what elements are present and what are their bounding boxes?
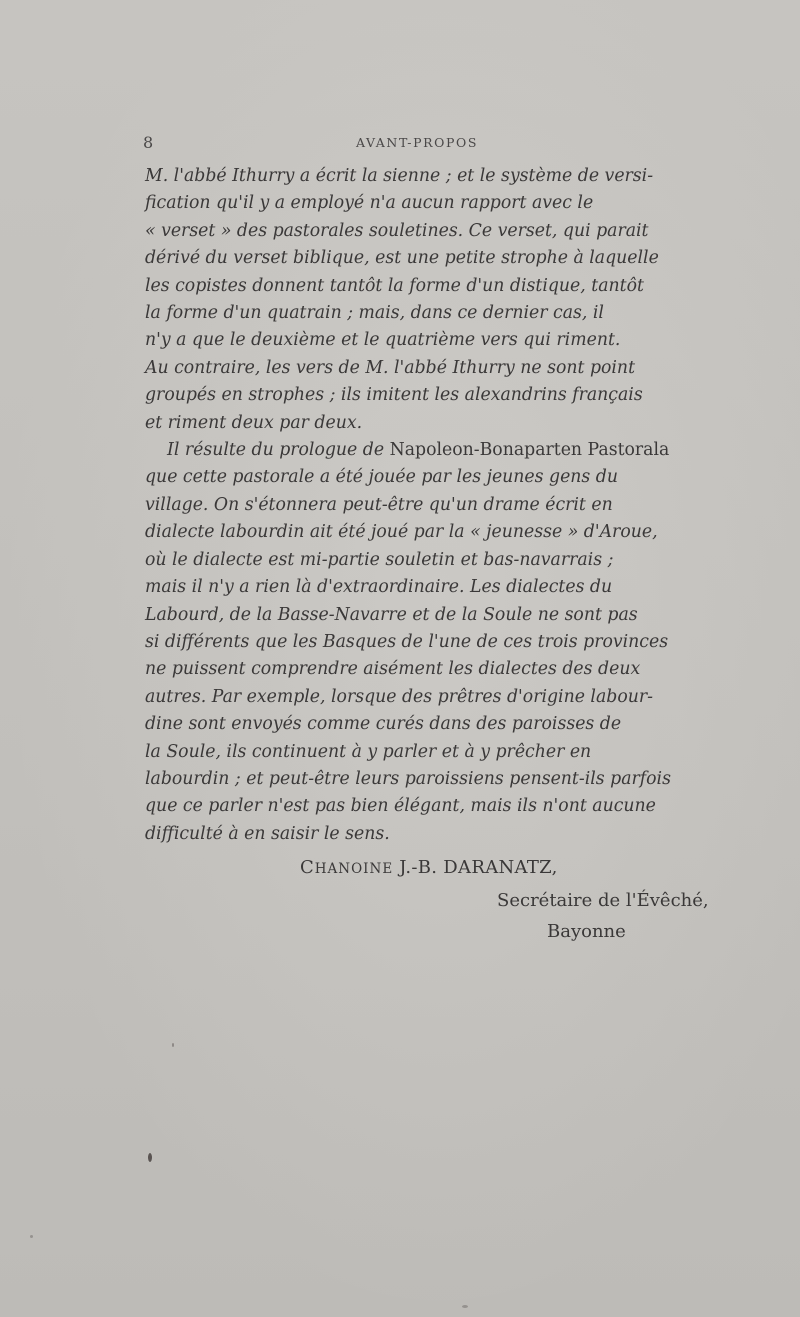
text-line: village. On s'étonnera peut-être qu'un drame écrit en <box>145 494 613 515</box>
text-line: si différents que les Basques de l'une de ces trois provinces <box>145 631 669 652</box>
text-line: et riment deux par deux. <box>145 412 363 433</box>
text-line: les copistes donnent tantôt la forme d'un distique, tantôt <box>145 275 644 296</box>
text-line: mais il n'y a rien là d'extraordinaire. Les dialectes du <box>145 577 613 598</box>
text-line: dine sont envoyés comme curés dans des paroisses de <box>145 714 622 735</box>
running-title: AVANT-PROPOS <box>356 135 478 150</box>
text-line: « verset » des pastorales souletines. Ce verset, qui parait <box>145 220 649 241</box>
signature-name: J.-B. DARANATZ, <box>399 857 558 878</box>
body-text <box>145 163 710 848</box>
page-number: 8 <box>143 133 154 152</box>
text-line: ne puissent comprendre aisément les dialectes des deux <box>145 659 641 680</box>
text-line: difficulté à en saisir le sens. <box>145 823 390 844</box>
text-line: que cette pastorale a été jouée par les jeunes gens du <box>145 467 618 488</box>
text-line: Labourd, de la Basse-Navarre et de la Soule ne sont pas <box>145 604 638 625</box>
text-line: fication qu'il y a employé n'a aucun rapport avec le <box>145 193 594 214</box>
paper-speck <box>462 1305 468 1308</box>
text-line: groupés en strophes ; ils imitent les alexandrins français <box>145 385 643 406</box>
work-title: Napoleon-Bonaparten Pastorala <box>389 440 670 461</box>
text-line: la Soule, ils continuent à y parler et à y prêcher en <box>145 741 592 762</box>
signature-city: Bayonne <box>547 921 626 942</box>
signature-rank: C <box>300 857 315 878</box>
paper-speck <box>30 1235 33 1238</box>
text-line: la forme d'un quatrain ; mais, dans ce dernier cas, il <box>145 303 604 324</box>
paragraph-opening-line <box>145 437 710 464</box>
signature-title: Secrétaire de l'Évêché, <box>497 890 709 911</box>
text-line: où le dialecte est mi-partie souletin et bas-navarrais ; <box>145 549 614 570</box>
text-line: Au contraire, les vers de M. l'abbé Ithurry ne sont point <box>145 357 636 378</box>
text-line: labourdin ; et peut-être leurs paroissiens pensent-ils parfois <box>145 768 671 789</box>
page-header <box>143 133 723 155</box>
text-line: autres. Par exemple, lorsque des prêtres d'origine labour- <box>145 686 653 707</box>
text-line: n'y a que le deuxième et le quatrième vers qui riment. <box>145 330 621 351</box>
signature-name-line <box>300 852 720 885</box>
paper-speck <box>172 1043 174 1047</box>
signature-rank-rest: HANOINE <box>314 861 394 877</box>
text-line: M. l'abbé Ithurry a écrit la sienne ; et le système de versi- <box>145 166 654 186</box>
paper-speck <box>148 1153 152 1162</box>
text-line: que ce parler n'est pas bien élégant, mais ils n'ont aucune <box>145 796 656 817</box>
intro-italic-text: Il résulte du prologue de <box>167 440 390 461</box>
text-line: dérivé du verset biblique, est une petite strophe à laquelle <box>145 248 659 269</box>
signature-block <box>300 852 720 947</box>
text-line: dialecte labourdin ait été joué par la « jeunesse » d'Aroue, <box>145 522 658 543</box>
